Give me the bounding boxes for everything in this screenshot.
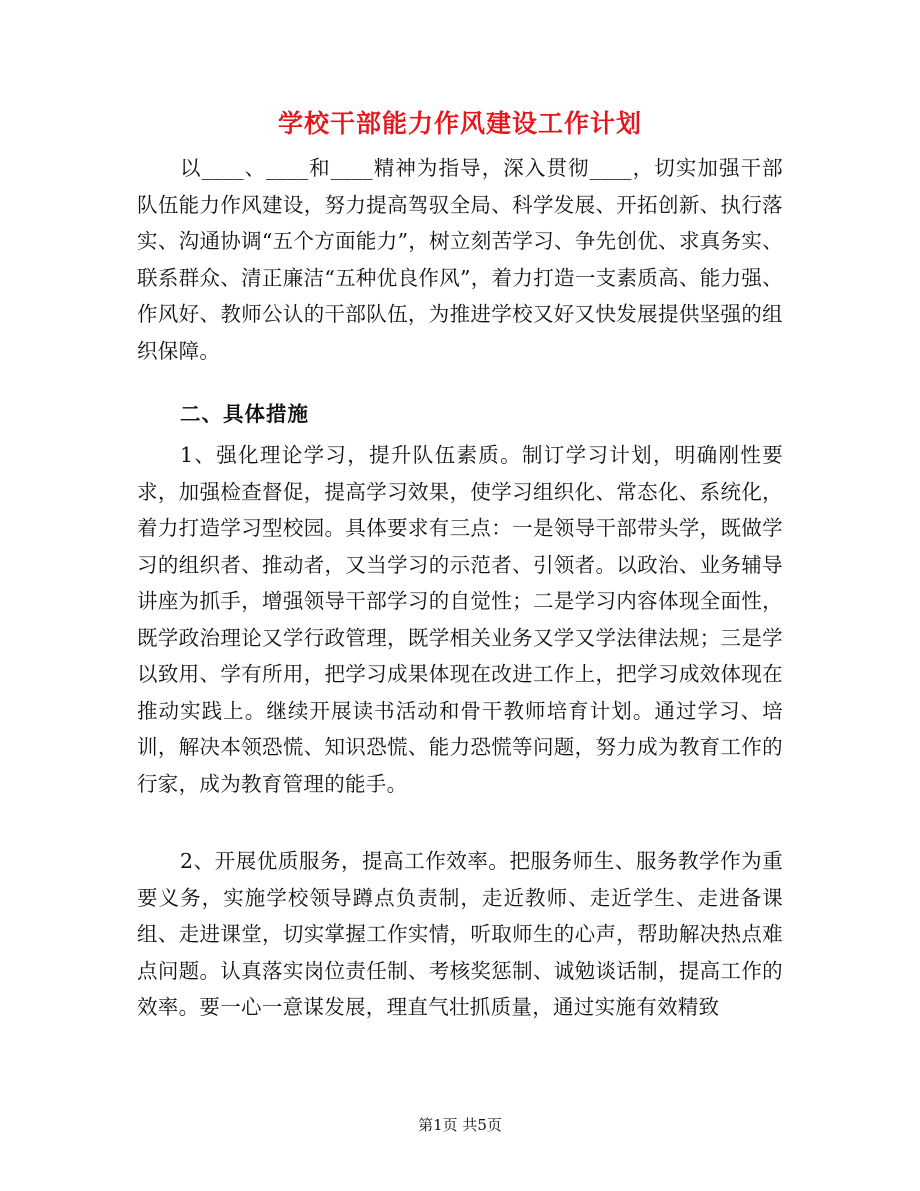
measure-paragraph-1: 1、强化理论学习，提升队伍素质。制订学习计划，明确刚性要求，加强检查督促，提高学习效果，使学习组织化、常态化、系统化，着力打造学习型校园。具体要求有三点：一是领导干部带头学，既做学习的组织者、推动者，又当学习的示范者、引领者。以政治、业务辅导讲座为抓手，增强领导干部学习的自觉性；二是学习内容体现全面性，既学政治理论又学行政管理，既学相关业务又学又学法律法规；三是学以致用、学有所用，把学习成果体现在改进工作上，把学习成效体现在推动实践上。继续开展读书活动和骨干教师培育计划。通过学习、培训，解决本领恐慌、知识恐慌、能力恐慌等问题，努力成为教育工作的行家，成为教育管理的能手。 [137,443,783,796]
document-title: 学校干部能力作风建设工作计划 [277,109,642,138]
page-footer: 第1页 共5页 [418,1116,502,1134]
measure-paragraph-2: 2、开展优质服务，提高工作效率。把服务师生、服务教学作为重要义务，实施学校领导蹲点负责制，走近教师、走近学生、走进备课组、走进课堂，切实掌握工作实情，听取师生的心声，帮助解决热点难点问题。认真落实岗位责任制、考核奖惩制、诚勉谈话制，提高工作的效率。要一心一意谋发展，理直气壮抓质量，通过实施有效精致 [137,849,783,1019]
section-heading: 二、具体措施 [180,402,309,426]
intro-paragraph: 以____、____和____精神为指导，深入贯彻____，切实加强干部队伍能力作风建设，努力提高驾驭全局、科学发展、开拓创新、执行落实、沟通协调“五个方面能力”，树立刻苦学习、争先创优、求真务实、联系群众、清正廉洁“五种优良作风”，着力打造一支素质高、能力强、作风好、教师公认的干部队伍，为推进学校又好又快发展提供坚强的组织保障。 [137,156,783,363]
